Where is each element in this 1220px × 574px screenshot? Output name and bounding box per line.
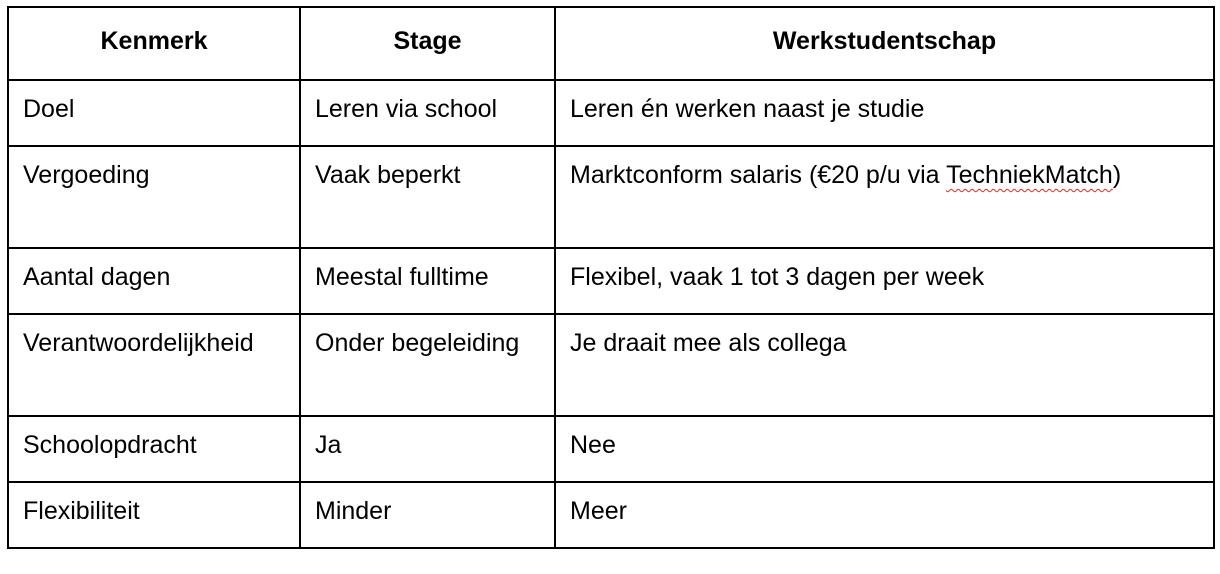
table-header-row [8,7,1214,80]
table-cell[interactable]: Aantal dagen [8,248,300,314]
table-cell[interactable] [555,146,1214,248]
table-cell[interactable]: Vaak beperkt [300,146,555,248]
table-cell[interactable]: Onder begeleiding [300,314,555,416]
table-cell[interactable]: Schoolopdracht [8,416,300,482]
table-row [8,146,1214,248]
table-row [8,248,1214,314]
salary-text: Marktconform salaris (€20 p/u via [570,161,947,189]
table-row [8,482,1214,548]
header-stage[interactable]: Stage [300,7,555,80]
table-row [8,416,1214,482]
table-cell[interactable]: Meer [555,482,1214,548]
comparison-table [7,6,1215,549]
table-cell[interactable]: Leren via school [300,80,555,146]
table-row [8,80,1214,146]
salary-text-end: ) [1112,161,1122,189]
table-cell[interactable]: Ja [300,416,555,482]
table-cell[interactable]: Vergoeding [8,146,300,248]
header-werkstudentschap[interactable]: Werkstudentschap [555,7,1214,80]
table-cell[interactable]: Flexibel, vaak 1 tot 3 dagen per week [555,248,1214,314]
table-cell[interactable]: Meestal fulltime [300,248,555,314]
header-kenmerk[interactable]: Kenmerk [8,7,300,80]
cell-text: Verantwoordelijkheid [23,329,254,357]
table-row [8,314,1214,416]
table-cell[interactable]: Doel [8,80,300,146]
table-cell[interactable]: Leren én werken naast je studie [555,80,1214,146]
table-cell[interactable] [8,314,300,416]
table-cell[interactable]: Flexibiliteit [8,482,300,548]
spellcheck-flagged-word[interactable]: TechniekMatch [946,161,1113,189]
table-cell[interactable]: Je draait mee als collega [555,314,1214,416]
table-cell[interactable]: Minder [300,482,555,548]
table-cell[interactable]: Nee [555,416,1214,482]
